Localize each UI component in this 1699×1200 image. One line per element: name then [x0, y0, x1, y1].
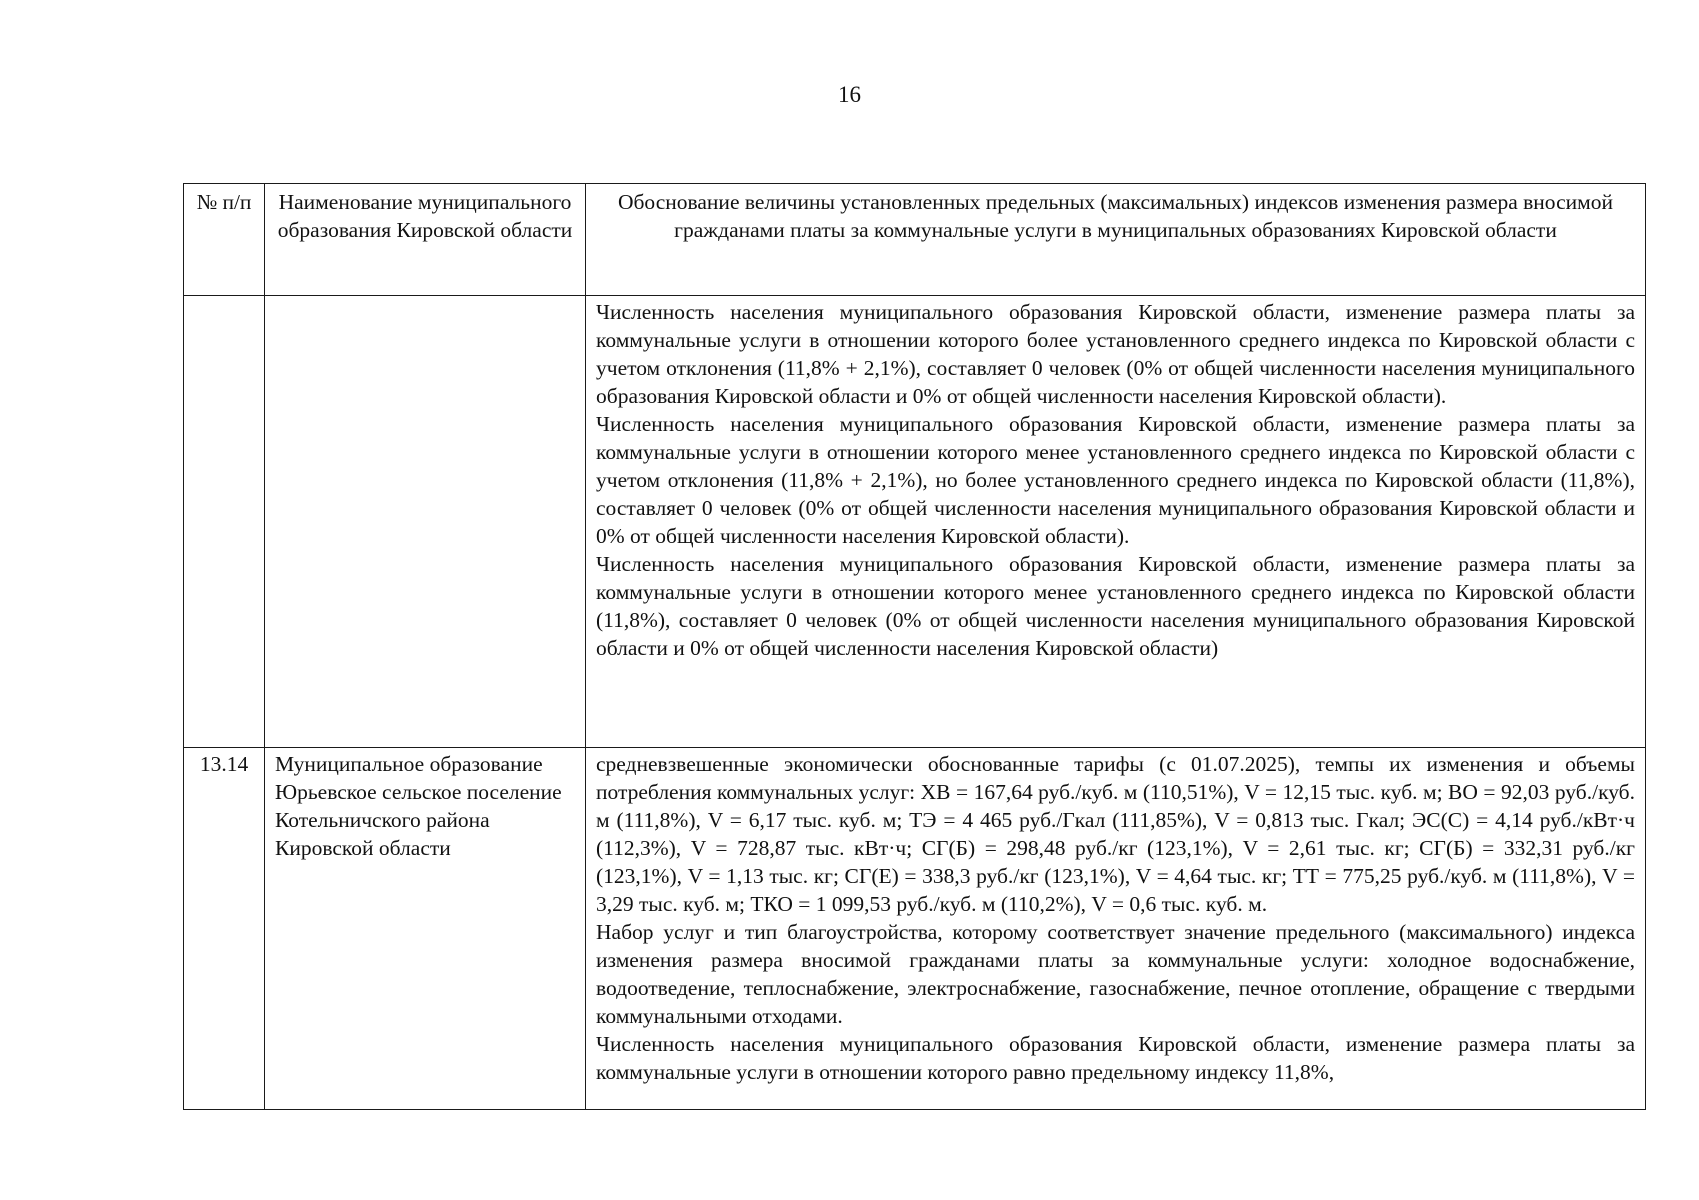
- justification-table: [183, 183, 1646, 1110]
- justification-paragraph: Численность населения муниципального образования Кировской области, изменение размера платы за коммунальные услуги в отношении которого равно предельному индексу 11,8%,: [596, 1032, 1635, 1084]
- municipality-name: Муниципальное образование Юрьевское сельское поселение Котельничского района Кировской области: [265, 748, 586, 1110]
- header-justification: Обоснование величины установленных предельных (максимальных) индексов изменения размера вносимой гражданами платы за коммунальные услуги в муниципальных образованиях Кировской области: [586, 184, 1646, 296]
- row-number: [184, 296, 265, 748]
- table-header-row: [184, 184, 1646, 296]
- table-row: [184, 748, 1646, 1110]
- row-number: 13.14: [184, 748, 265, 1110]
- justification-paragraph: Численность населения муниципального образования Кировской области, изменение размера платы за коммунальные услуги в отношении которого более установленного среднего индекса по Кировской области с учетом отклонения (11,8% + 2,1%), составляет 0 человек (0% от общей численности населения муниципального образования Кировской области и 0% от общей численности населения Кировской области).: [596, 300, 1635, 408]
- table-row: [184, 296, 1646, 748]
- municipality-name: [265, 296, 586, 748]
- header-number: № п/п: [184, 184, 265, 296]
- header-municipality-name: Наименование муниципального образования Кировской области: [265, 184, 586, 296]
- justification-paragraph: средневзвешенные экономически обоснованные тарифы (с 01.07.2025), темпы их изменения и объемы потребления коммунальных услуг: ХВ = 167,64 руб./куб. м (110,51%), V = 12,15 тыс. куб. м; ВО = 92,03 руб./куб. м (111,8%), V = 6,17 тыс. куб. м; ТЭ = 4 465 руб./Гкал (111,85%), V = 0,813 тыс. Гкал; ЭС(С) = 4,14 руб./кВт·ч (112,3%), V = 728,87 тыс. кВт·ч; СГ(Б) = 298,48 руб./кг (123,1%), V = 2,61 тыс. кг; СГ(Б) = 332,31 руб./кг (123,1%), V = 1,13 тыс. кг; СГ(Е) = 338,3 руб./кг (123,1%), V = 4,64 тыс. кг; ТТ = 775,25 руб./куб. м (111,8%), V = 3,29 тыс. куб. м; ТКО = 1 099,53 руб./куб. м (110,2%), V = 0,6 тыс. куб. м.: [596, 752, 1635, 916]
- justification-paragraph: Набор услуг и тип благоустройства, которому соответствует значение предельного (максимального) индекса изменения размера вносимой гражданами платы за коммунальные услуги: холодное водоснабжение, водоотведение, теплоснабжение, электроснабжение, газоснабжение, печное отопление, обращение с твердыми коммунальными отходами.: [596, 920, 1635, 1028]
- justification-paragraph: Численность населения муниципального образования Кировской области, изменение размера платы за коммунальные услуги в отношении которого менее установленного среднего индекса по Кировской области (11,8%), составляет 0 человек (0% от общей численности населения муниципального образования Кировской области и 0% от общей численности населения Кировской области): [596, 552, 1635, 660]
- justification-paragraph: Численность населения муниципального образования Кировской области, изменение размера платы за коммунальные услуги в отношении которого менее установленного среднего индекса по Кировской области с учетом отклонения (11,8% + 2,1%), но более установленного среднего индекса по Кировской области (11,8%), составляет 0 человек (0% от общей численности населения муниципального образования Кировской области и 0% от общей численности населения Кировской области).: [596, 412, 1635, 548]
- page-number: 16: [838, 82, 861, 107]
- justification-text: [586, 748, 1646, 1110]
- justification-text: [586, 296, 1646, 748]
